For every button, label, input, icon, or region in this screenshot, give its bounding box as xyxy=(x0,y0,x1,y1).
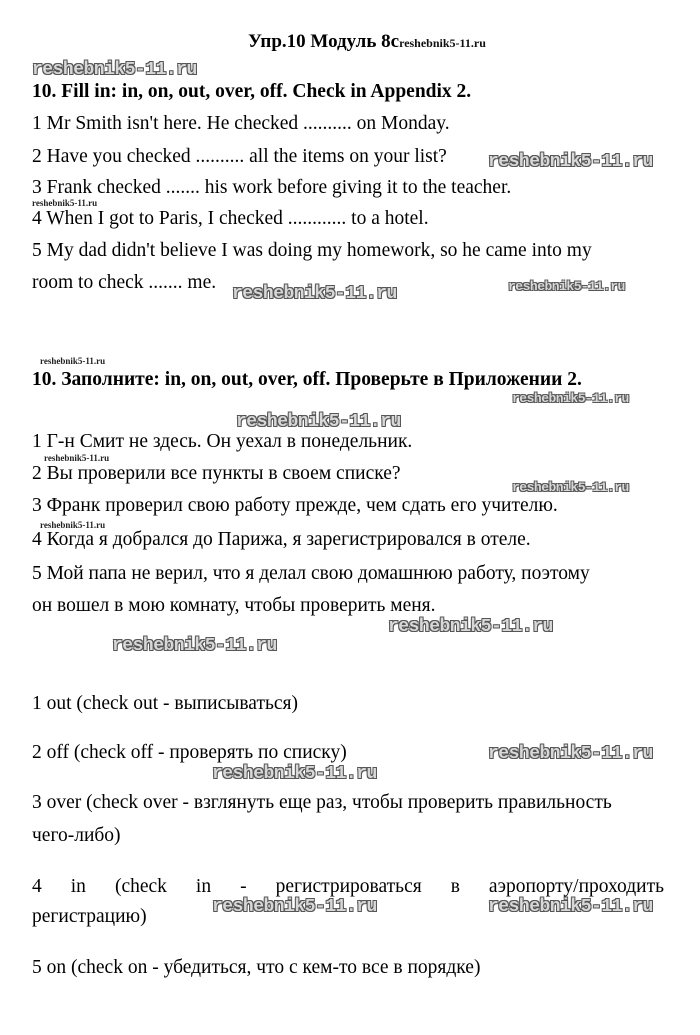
watermark: reshebnik5-11.ru xyxy=(512,391,629,406)
watermark: reshebnik5-11.ru xyxy=(488,152,653,172)
sentence-ru-3: 3 Франк проверил свою работу прежде, чем сдать его учителю. xyxy=(32,495,558,516)
sentence-ru-2: 2 Вы проверили все пункты в своем списке? xyxy=(32,463,401,484)
watermark-small: reshebnik5-11.ru xyxy=(44,453,110,463)
sentence-ru-4: 4 Когда я добрался до Парижа, я зарегистрировался в отеле. xyxy=(32,529,531,550)
watermark: reshebnik5-11.ru xyxy=(32,60,197,80)
watermark: reshebnik5-11.ru xyxy=(236,412,401,432)
watermark: reshebnik5-11.ru xyxy=(512,480,629,495)
exercise-heading-en: 10. Fill in: in, on, out, over, off. Check in Appendix 2. xyxy=(32,81,472,102)
answer-2: 2 off (check off - проверять по списку) xyxy=(32,742,347,763)
sentence-ru-5a: 5 Мой папа не верил, что я делал свою домашнюю работу, поэтому xyxy=(32,563,590,584)
sentence-ru-5b: он вошел в мою комнату, чтобы проверить меня. xyxy=(32,595,436,616)
sentence-en-2: 2 Have you checked .......... all the items on your list? xyxy=(32,146,447,167)
watermark: reshebnik5-11.ru xyxy=(112,636,277,656)
exercise-heading-ru: 10. Заполните: in, on, out, over, off. Проверьте в Приложении 2. xyxy=(32,369,582,390)
answer-1: 1 out (check out - выписываться) xyxy=(32,693,298,714)
sentence-en-3: 3 Frank checked ....... his work before giving it to the teacher. xyxy=(32,177,512,198)
sentence-en-5a: 5 My dad didn't believe I was doing my homework, so he came into my xyxy=(32,240,592,261)
answer-4b: регистрацию) xyxy=(32,906,147,927)
watermark: reshebnik5-11.ru xyxy=(232,284,397,304)
answer-3b: чего-либо) xyxy=(32,825,121,846)
answer-4a: 4 in (check in - регистрироваться в аэропорту/проходить xyxy=(32,876,664,897)
answer-5: 5 on (check on - убедиться, что с кем-то все в порядке) xyxy=(32,957,481,978)
sentence-en-5b: room to check ....... me. xyxy=(32,272,217,293)
watermark: reshebnik5-11.ru xyxy=(488,744,653,764)
watermark-small: reshebnik5-11.ru xyxy=(40,356,106,366)
watermark-small: reshebnik5-11.ru xyxy=(32,198,98,208)
page-title: Упр.10 Модуль 8сreshebnik5-11.ru xyxy=(248,31,486,52)
answer-3a: 3 over (check over - взглянуть еще раз, чтобы проверить правильность xyxy=(32,792,612,813)
sentence-en-1: 1 Mr Smith isn't here. He checked .......... on Monday. xyxy=(32,113,450,134)
watermark: reshebnik5-11.ru xyxy=(212,764,377,784)
title-watermark: reshebnik5-11.ru xyxy=(399,36,486,50)
sentence-en-4: 4 When I got to Paris, I checked ............ to a hotel. xyxy=(32,208,429,229)
watermark: reshebnik5-11.ru xyxy=(508,279,625,294)
sentence-ru-1: 1 Г-н Смит не здесь. Он уехал в понедельник. xyxy=(32,431,413,452)
watermark-small: reshebnik5-11.ru xyxy=(40,520,106,530)
watermark: reshebnik5-11.ru xyxy=(388,617,553,637)
watermark: reshebnik5-11.ru xyxy=(488,897,653,917)
watermark: reshebnik5-11.ru xyxy=(212,897,377,917)
